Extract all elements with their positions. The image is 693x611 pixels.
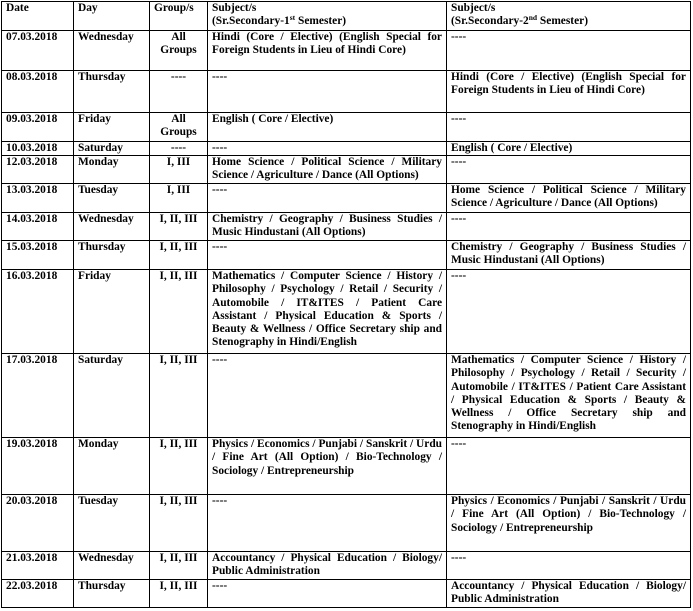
row-groups: I, II, III — [150, 270, 208, 354]
row-groups: I, II, III — [150, 580, 208, 608]
row-semester-1-subjects: ---- — [208, 142, 447, 156]
table-row — [2, 552, 691, 580]
row-day: Wednesday — [74, 552, 150, 580]
row-date: 12.03.2018 — [2, 156, 74, 184]
header-groups: Group/s — [150, 2, 208, 31]
row-semester-1-subjects: Hindi (Core / Elective) (English Special for Foreign Students in Lieu of Hindi Core) — [208, 31, 447, 71]
table-row — [2, 580, 691, 608]
row-semester-1-subjects: ---- — [208, 354, 447, 438]
row-groups: I, II, III — [150, 241, 208, 270]
row-groups: ---- — [150, 71, 208, 113]
row-semester-2-subjects: Accountancy / Physical Education / Biology/ Public Administration — [447, 580, 691, 608]
row-day: Tuesday — [74, 184, 150, 213]
table-row — [2, 113, 691, 142]
row-day: Saturday — [74, 142, 150, 156]
header-semester-2-line2 — [451, 15, 686, 28]
row-date: 08.03.2018 — [2, 71, 74, 113]
row-groups: All Groups — [150, 113, 208, 142]
row-semester-1-subjects: Mathematics / Computer Science / History / Philosophy / Psychology / Retail / Security / Automobile / IT&ITES / Patient Care Assistant / Physical Education & Sports / Beauty & Wellness / Office Secretary ship and Stenography in Hindi/English — [208, 270, 447, 354]
header-day: Day — [74, 2, 150, 31]
header-semester-2-prefix: (Sr.Secondary-2 — [451, 15, 529, 28]
row-day: Friday — [74, 270, 150, 354]
table-row — [2, 156, 691, 184]
row-semester-2-subjects: ---- — [447, 31, 691, 71]
row-semester-1-subjects: Physics / Economics / Punjabi / Sanskrit / Urdu / Fine Art (All Option) / Bio-Technology / Sociology / Entrepreneurship — [208, 438, 447, 495]
row-semester-1-subjects: English ( Core / Elective) — [208, 113, 447, 142]
row-semester-1-subjects: ---- — [208, 580, 447, 608]
header-semester-1-line2 — [212, 15, 442, 28]
header-semester-2-line1: Subject/s — [451, 2, 496, 14]
row-semester-2-subjects: Home Science / Political Science / Military Science / Agriculture / Dance (All Options) — [447, 184, 691, 213]
row-semester-2-subjects: ---- — [447, 552, 691, 580]
row-day: Friday — [74, 113, 150, 142]
row-day: Thursday — [74, 241, 150, 270]
row-groups: I, III — [150, 156, 208, 184]
row-semester-2-subjects: ---- — [447, 438, 691, 495]
row-semester-2-subjects: ---- — [447, 213, 691, 241]
header-row — [2, 2, 691, 31]
row-day: Monday — [74, 156, 150, 184]
row-day: Wednesday — [74, 213, 150, 241]
row-date: 17.03.2018 — [2, 354, 74, 438]
row-date: 07.03.2018 — [2, 31, 74, 71]
header-semester-2-sup: nd — [528, 13, 538, 23]
header-semester-1-line1: Subject/s — [212, 2, 257, 14]
row-semester-2-subjects: Chemistry / Geography / Business Studies / Music Hindustani (All Options) — [447, 241, 691, 270]
row-groups: I, II, III — [150, 495, 208, 552]
header-semester-1-suffix: Semester) — [295, 15, 347, 28]
header-semester-1 — [208, 2, 447, 31]
row-date: 15.03.2018 — [2, 241, 74, 270]
row-semester-2-subjects: English ( Core / Elective) — [447, 142, 691, 156]
table-row — [2, 270, 691, 354]
row-semester-1-subjects: ---- — [208, 241, 447, 270]
row-semester-1-subjects: ---- — [208, 495, 447, 552]
row-date: 20.03.2018 — [2, 495, 74, 552]
header-semester-1-sup: st — [289, 13, 296, 23]
exam-schedule-table — [1, 1, 691, 608]
row-groups: I, II, III — [150, 438, 208, 495]
row-semester-2-subjects: ---- — [447, 270, 691, 354]
table-row — [2, 241, 691, 270]
header-semester-2 — [447, 2, 691, 31]
table-row — [2, 142, 691, 156]
row-semester-2-subjects: Mathematics / Computer Science / History / Philosophy / Psychology / Retail / Security / Automobile / IT&ITES / Patient Care Assistant / Physical Education & Sports / Beauty & Wellness / Office Secretary ship and Stenography in Hindi/English — [447, 354, 691, 438]
row-date: 22.03.2018 — [2, 580, 74, 608]
table-row — [2, 31, 691, 71]
header-semester-1-prefix: (Sr.Secondary-1 — [212, 15, 290, 28]
row-groups: I, II, III — [150, 552, 208, 580]
row-semester-1-subjects: ---- — [208, 184, 447, 213]
row-semester-2-subjects: ---- — [447, 113, 691, 142]
row-day: Tuesday — [74, 495, 150, 552]
header-date: Date — [2, 2, 74, 31]
table-row — [2, 213, 691, 241]
row-day: Thursday — [74, 71, 150, 113]
row-groups: I, III — [150, 184, 208, 213]
row-date: 16.03.2018 — [2, 270, 74, 354]
row-day: Wednesday — [74, 31, 150, 71]
row-semester-2-subjects: Hindi (Core / Elective) (English Special for Foreign Students in Lieu of Hindi Core) — [447, 71, 691, 113]
row-groups: ---- — [150, 142, 208, 156]
row-day: Monday — [74, 438, 150, 495]
row-date: 09.03.2018 — [2, 113, 74, 142]
row-date: 10.03.2018 — [2, 142, 74, 156]
row-groups: All Groups — [150, 31, 208, 71]
row-groups: I, II, III — [150, 213, 208, 241]
table-row — [2, 438, 691, 495]
row-groups: I, II, III — [150, 354, 208, 438]
row-semester-1-subjects: Chemistry / Geography / Business Studies / Music Hindustani (All Options) — [208, 213, 447, 241]
table-row — [2, 354, 691, 438]
row-date: 13.03.2018 — [2, 184, 74, 213]
table-row — [2, 184, 691, 213]
row-day: Thursday — [74, 580, 150, 608]
row-date: 21.03.2018 — [2, 552, 74, 580]
row-semester-2-subjects: Physics / Economics / Punjabi / Sanskrit / Urdu / Fine Art (All Option) / Bio-Technology / Sociology / Entrepreneurship — [447, 495, 691, 552]
row-semester-1-subjects: ---- — [208, 71, 447, 113]
table-row — [2, 495, 691, 552]
row-date: 14.03.2018 — [2, 213, 74, 241]
row-semester-1-subjects: Accountancy / Physical Education / Biology/ Public Administration — [208, 552, 447, 580]
row-semester-2-subjects: ---- — [447, 156, 691, 184]
header-semester-2-suffix: Semester) — [537, 15, 588, 28]
table-row — [2, 71, 691, 113]
row-semester-1-subjects: Home Science / Political Science / Military Science / Agriculture / Dance (All Options) — [208, 156, 447, 184]
row-day: Saturday — [74, 354, 150, 438]
row-date: 19.03.2018 — [2, 438, 74, 495]
